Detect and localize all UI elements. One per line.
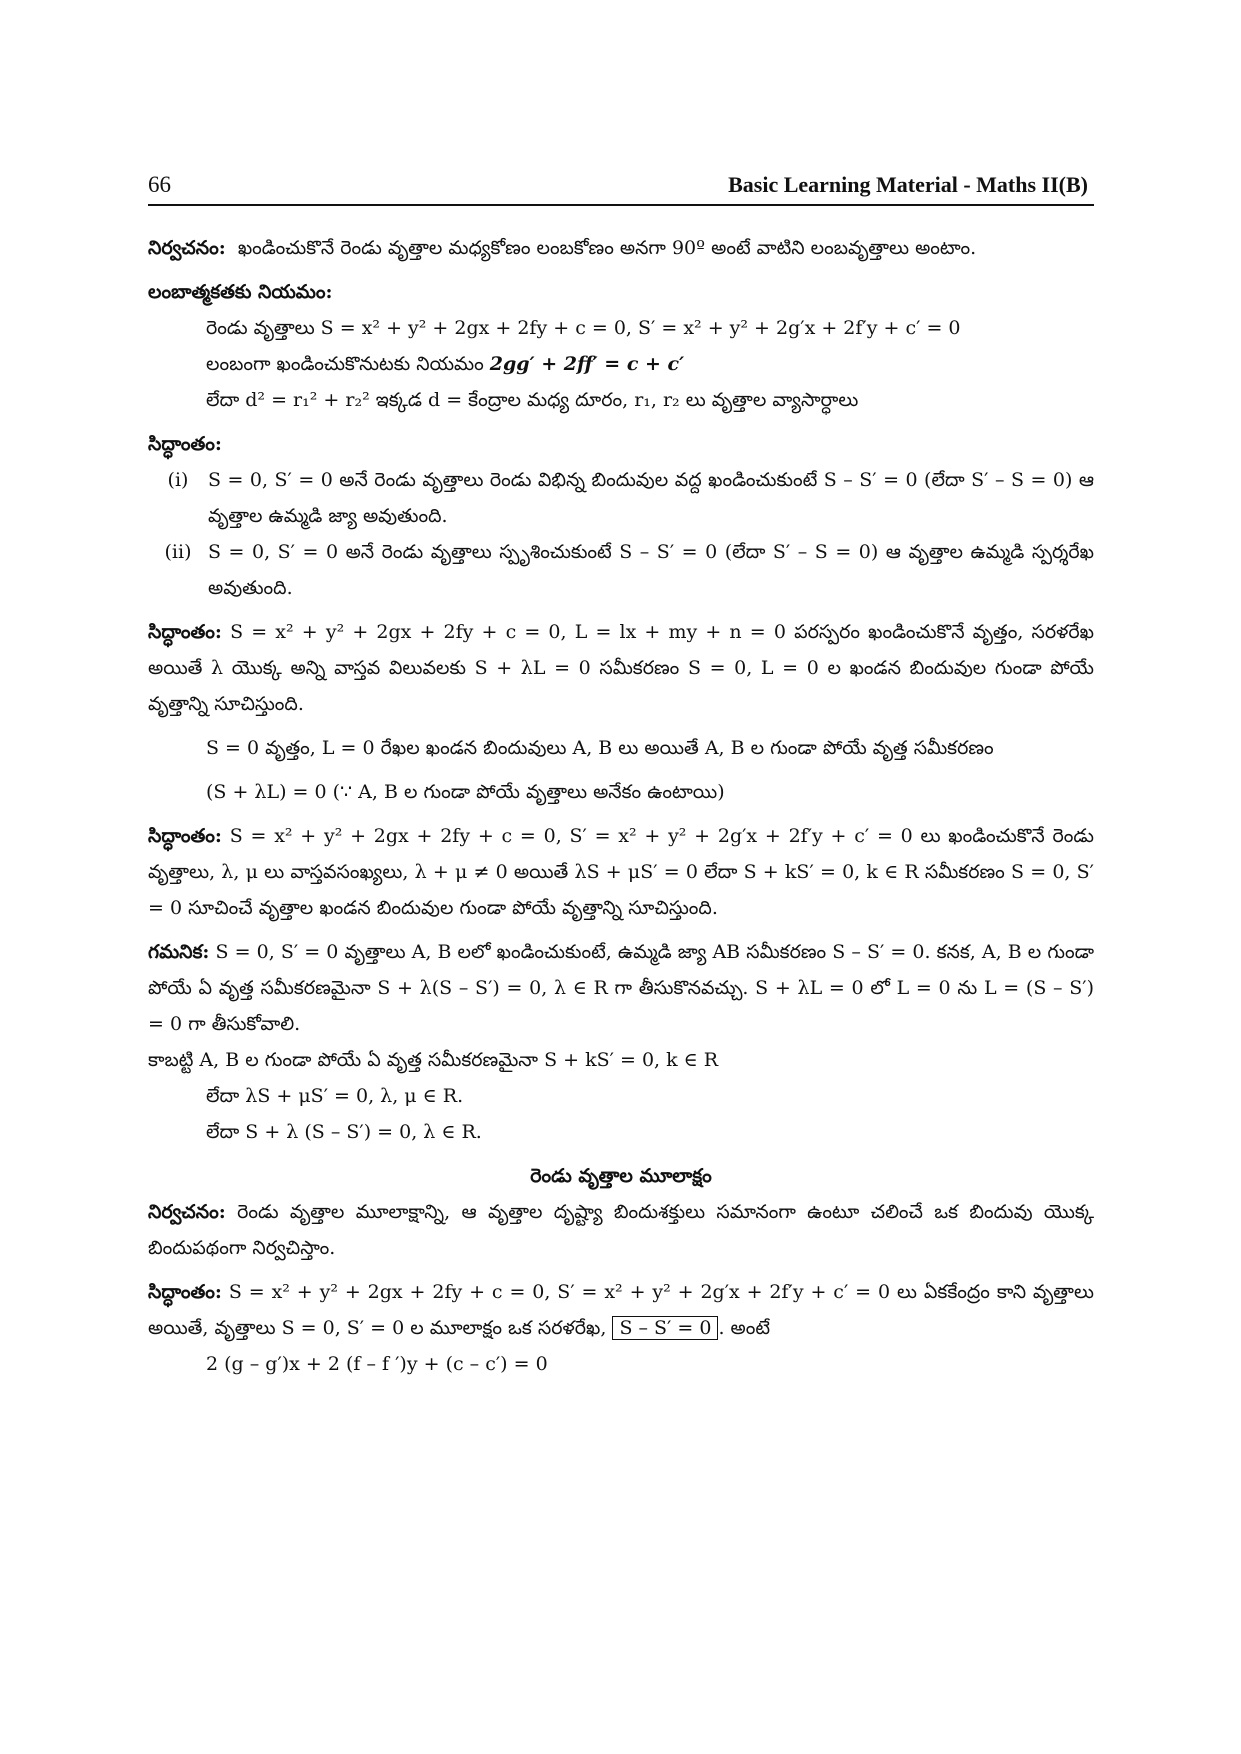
page-header [148, 170, 1094, 206]
orthogonality-heading: లంబాత్మకతకు నియమం: [148, 281, 333, 303]
definition-text: రెండు వృత్తాల మూలాక్షాన్ని, ఆ వృత్తాల దృష్ట్యా బిందుశక్తులు సమానంగా ఉంటూ చలించే ఒక బిందువు యొక్క బిందుపథంగా నిర్వచిస్తాం. [148, 1201, 1095, 1259]
theorem3 [148, 818, 1094, 926]
definition-label: నిర్వచనం: [148, 1201, 226, 1223]
theorem4-text: S = x² + y² + 2gx + 2fy + c = 0, S′ = x² + y² + 2g′x + 2f′y + c′ = 0 లు ఏకకేంద్రం కాని వృత్తాలు అయితే, వృత్తాలు S = 0, S′ = 0 ల మూలాక్షం ఒక సరళరేఖ, [148, 1281, 1094, 1339]
theorem2-text: S = x² + y² + 2gx + 2fy + c = 0, L = lx + my + n = 0 పరస్పరం ఖండించుకొనే వృత్తం, సరళరేఖ అయితే λ యొక్క అన్ని వాస్తవ విలువలకు S + λL = 0 సమీకరణం S = 0, L = 0 ల ఖండన బిందువుల గుండా పోయే వృత్తాన్ని సూచిస్తుంది. [148, 621, 1094, 715]
theorem4-heading: సిద్ధాంతం: [148, 1281, 222, 1303]
definition-label: నిర్వచనం: [148, 237, 226, 259]
theorem2-line1: S = 0 వృత్తం, L = 0 రేఖల ఖండన బిందువులు A, B లు అయితే A, B ల గుండా పోయే వృత్త సమీకరణం [206, 737, 994, 759]
theorem4-after: . అంటే [718, 1317, 771, 1339]
section-title: రెండు వృత్తాల మూలాక్షం [530, 1165, 712, 1187]
note-line2: లేదా λS + μS′ = 0, λ, μ ∈ R. [206, 1085, 464, 1107]
theorem2-heading: సిద్ధాంతం: [148, 621, 222, 643]
orthogonality-circles: రెండు వృత్తాలు S = x² + y² + 2gx + 2fy + c = 0, S′ = x² + y² + 2g′x + 2f′y + c′ = 0 [206, 317, 961, 339]
theorem2 [148, 614, 1094, 722]
theorem4 [148, 1274, 1094, 1346]
page-number: 66 [148, 172, 171, 197]
item-number: (i) [167, 469, 189, 491]
theorem1-item-i [148, 462, 1094, 534]
theorem1-heading: సిద్ధాంతం: [148, 433, 222, 455]
running-title: Basic Learning Material - Maths II(B) [728, 172, 1088, 197]
radical-axis-formula: 2 (g – g′)x + 2 (f – f ′)y + (c – c′) = 0 [206, 1353, 548, 1375]
condition-formula: 2gg′ + 2ff′ = c + c′ [489, 353, 685, 375]
theorem1-item-ii [148, 534, 1094, 606]
theorem3-heading: సిద్ధాంతం: [148, 825, 222, 847]
note-heading: గమనిక: [148, 941, 210, 963]
theorem2-line2: (S + λL) = 0 (∵ A, B ల గుండా పోయే వృత్తాలు అనేకం ఉంటాయి) [206, 781, 725, 803]
condition-text: లంబంగా ఖండించుకొనుటకు నియమం [206, 353, 484, 375]
boxed-equation: S – S′ = 0 [612, 1316, 718, 1340]
note-text: S = 0, S′ = 0 వృత్తాలు A, B లలో ఖండించుకుంటే, ఉమ్మడి జ్యా AB సమీకరణం S – S′ = 0. కనక, A, B ల గుండా పోయే ఏ వృత్త సమీకరణమైనా S + λ(S – S′) = 0, λ ∈ R గా తీసుకొనవచ్చు. S + λL = 0 లో L = 0 ను L = (S – S′) = 0 గా తీసుకోవాలి. [148, 941, 1094, 1035]
theorem3-text: S = x² + y² + 2gx + 2fy + c = 0, S′ = x² + y² + 2g′x + 2f′y + c′ = 0 లు ఖండించుకొనే రెండు వృత్తాలు, λ, μ లు వాస్తవసంఖ్యలు, λ + μ ≠ 0 అయితే λS + μS′ = 0 లేదా S + kS′ = 0, k ∈ R సమీకరణం S = 0, S′ = 0 సూచించే వృత్తాల ఖండన బిందువుల గుండా పోయే వృత్తాన్ని సూచిస్తుంది. [148, 825, 1094, 919]
note-line3: లేదా S + λ (S – S′) = 0, λ ∈ R. [206, 1121, 482, 1143]
orthogonality-condition [206, 346, 1094, 382]
item-text: S = 0, S′ = 0 అనే రెండు వృత్తాలు స్పృశించుకుంటే S – S′ = 0 (లేదా S′ – S = 0) ఆ వృత్తాల ఉమ్మడి స్పర్శరేఖ అవుతుంది. [208, 541, 1094, 599]
page-content [148, 230, 1094, 1382]
definition-orthogonal [148, 230, 1094, 266]
orthogonality-distance: లేదా d² = r₁² + r₂² ఇక్కడ d = కేంద్రాల మధ్య దూరం, r₁, r₂ లు వృత్తాల వ్యాసార్ధాలు [206, 389, 859, 411]
item-number: (ii) [164, 541, 192, 563]
definition-radical-axis [148, 1194, 1094, 1266]
definition-text: ఖండించుకొనే రెండు వృత్తాల మధ్యకోణం లంబకోణం అనగా 90º అంటే వాటిని లంబవృత్తాలు అంటాం. [237, 237, 977, 259]
note [148, 934, 1094, 1042]
item-text: S = 0, S′ = 0 అనే రెండు వృత్తాలు రెండు విభిన్న బిందువుల వద్ద ఖండించుకుంటే S – S′ = 0 (లేదా S′ – S = 0) ఆ వృత్తాల ఉమ్మడి జ్యా అవుతుంది. [208, 469, 1094, 527]
note-line1: కాబట్టి A, B ల గుండా పోయే ఏ వృత్త సమీకరణమైనా S + kS′ = 0, k ∈ R [148, 1049, 719, 1071]
